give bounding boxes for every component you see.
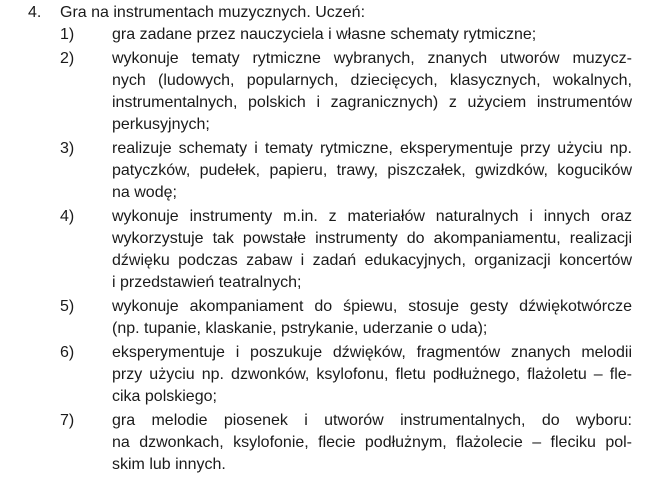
item-number: 6) (60, 344, 75, 361)
item-number: 7) (60, 412, 75, 429)
item-text-line: patyczków, pudełek, papieru, trawy, piszczałek, gwizdków, kogucików (112, 162, 632, 179)
item-text (112, 138, 632, 204)
list-item (0, 410, 665, 476)
item-number: 5) (60, 298, 75, 315)
item-text (112, 206, 632, 294)
item-text-line: eksperymentuje i poszukuje dźwięków, fragmentów znanych melodii (112, 344, 632, 361)
item-text-line: instrumentalnych, polskich i zagranicznych) z użyciem instrumentów (112, 94, 632, 111)
item-text (112, 296, 632, 340)
item-text-line: wykonuje instrumenty m.in. z materiałów naturalnych i innych oraz (112, 208, 632, 225)
list-item (0, 24, 665, 46)
item-text-line: cika polskiego; (112, 388, 217, 405)
list-item (0, 48, 665, 136)
section-number: 4. (28, 4, 42, 21)
list-item (0, 206, 665, 294)
item-text-line: skim lub innych. (112, 456, 226, 473)
item-text (112, 410, 632, 476)
section-title: Gra na instrumentach muzycznych. Uczeń: (60, 4, 366, 21)
item-text-line: na wodę; (112, 184, 177, 201)
item-text-line: wykorzystuje tak powstałe instrumenty do akompaniamentu, realizacji (112, 230, 632, 247)
item-text-line: wykonuje tematy rytmiczne wybranych, znanych utworów muzycz- (112, 50, 632, 67)
item-number: 1) (60, 26, 75, 43)
item-text-line: gra melodie piosenek i utworów instrumentalnych, do wyboru: (112, 412, 632, 429)
item-text-line: gra zadane przez nauczyciela i własne schematy rytmiczne; (112, 26, 537, 43)
item-text (112, 342, 632, 408)
item-list (0, 24, 665, 478)
list-item (0, 296, 665, 340)
item-text-line: (np. tupanie, klaskanie, pstrykanie, uderzanie o uda); (112, 320, 488, 337)
list-item (0, 138, 665, 204)
item-number: 2) (60, 50, 75, 67)
item-number: 3) (60, 140, 75, 157)
item-text-line: dźwięku podczas zabaw i zadań edukacyjnych, organizacji koncertów (112, 252, 632, 269)
item-text-line: wykonuje akompaniament do śpiewu, stosuje gesty dźwiękotwórcze (112, 298, 632, 315)
item-text-line: przy użyciu np. dzwonków, ksylofonu, fletu podłużnego, flażoletu – fle- (112, 366, 632, 383)
item-number: 4) (60, 208, 75, 225)
item-text (112, 48, 632, 136)
item-text-line: nych (ludowych, popularnych, dziecięcych, klasycznych, wokalnych, (112, 72, 632, 89)
item-text-line: realizuje schematy i tematy rytmiczne, eksperymentuje przy użyciu np. (112, 140, 632, 157)
list-item (0, 342, 665, 408)
item-text-line: perkusyjnych; (112, 116, 210, 133)
item-text-line: i przedstawień teatralnych; (112, 274, 302, 291)
item-text (112, 24, 632, 46)
item-text-line: na dzwonkach, ksylofonie, flecie podłużnym, flażolecie – fleciku pol- (112, 434, 632, 451)
